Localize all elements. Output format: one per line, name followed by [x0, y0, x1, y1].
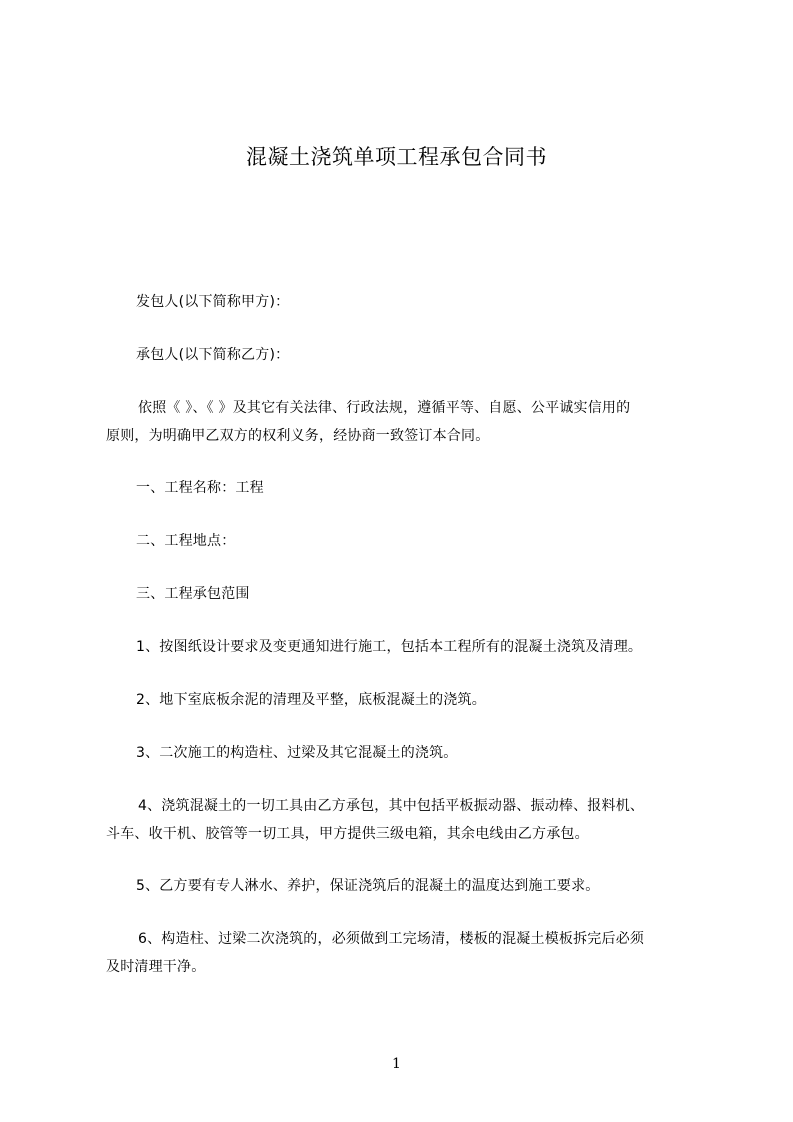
scope-item-1: 1、按图纸设计要求及变更通知进行施工，包括本工程所有的混凝土浇筑及清理。 [136, 639, 643, 655]
scope-item-6-line-2: 及时清理干净。 [106, 959, 206, 975]
preamble-line-1: 依照《 》、《 》及其它有关法律、行政法规，遵循平等、自愿、公平诚实信用的 [138, 400, 631, 416]
scope-item-4 [106, 792, 706, 848]
scope-item-5: 5、乙方要有专人淋水、养护，保证浇筑后的混凝土的温度达到施工要求。 [136, 878, 600, 894]
section-contract-scope: 三、工程承包范围 [136, 586, 250, 602]
scope-item-6 [106, 925, 706, 981]
section-project-location: 二、工程地点： [136, 533, 236, 549]
section-project-name: 一、工程名称：工程 [136, 480, 264, 496]
scope-item-2: 2、地下室底板余泥的清理及平整，底板混凝土的浇筑。 [136, 692, 486, 708]
scope-item-3: 3、二次施工的构造柱、过梁及其它混凝土的浇筑。 [136, 745, 458, 761]
scope-item-6-line-1: 6、构造柱、过梁二次浇筑的，必须做到工完场清，楼板的混凝土模板拆完后必须 [138, 931, 645, 947]
document-title: 混凝土浇筑单项工程承包合同书 [246, 145, 547, 169]
preamble-paragraph [106, 394, 706, 450]
party-a-line: 发包人(以下简称甲方)： [136, 294, 290, 310]
party-b-line: 承包人(以下简称乙方)： [136, 347, 290, 363]
scope-item-4-line-1: 4、浇筑混凝土的一切工具由乙方承包，其中包括平板振动器、振动棒、报料机、 [138, 798, 645, 814]
preamble-line-2: 原则，为明确甲乙双方的权利义务，经协商一致签订本合同。 [106, 428, 490, 444]
page-number: 1 [392, 1056, 401, 1072]
scope-item-4-line-2: 斗车、收干机、胶管等一切工具，甲方提供三级电箱，其余电线由乙方承包。 [106, 826, 589, 842]
